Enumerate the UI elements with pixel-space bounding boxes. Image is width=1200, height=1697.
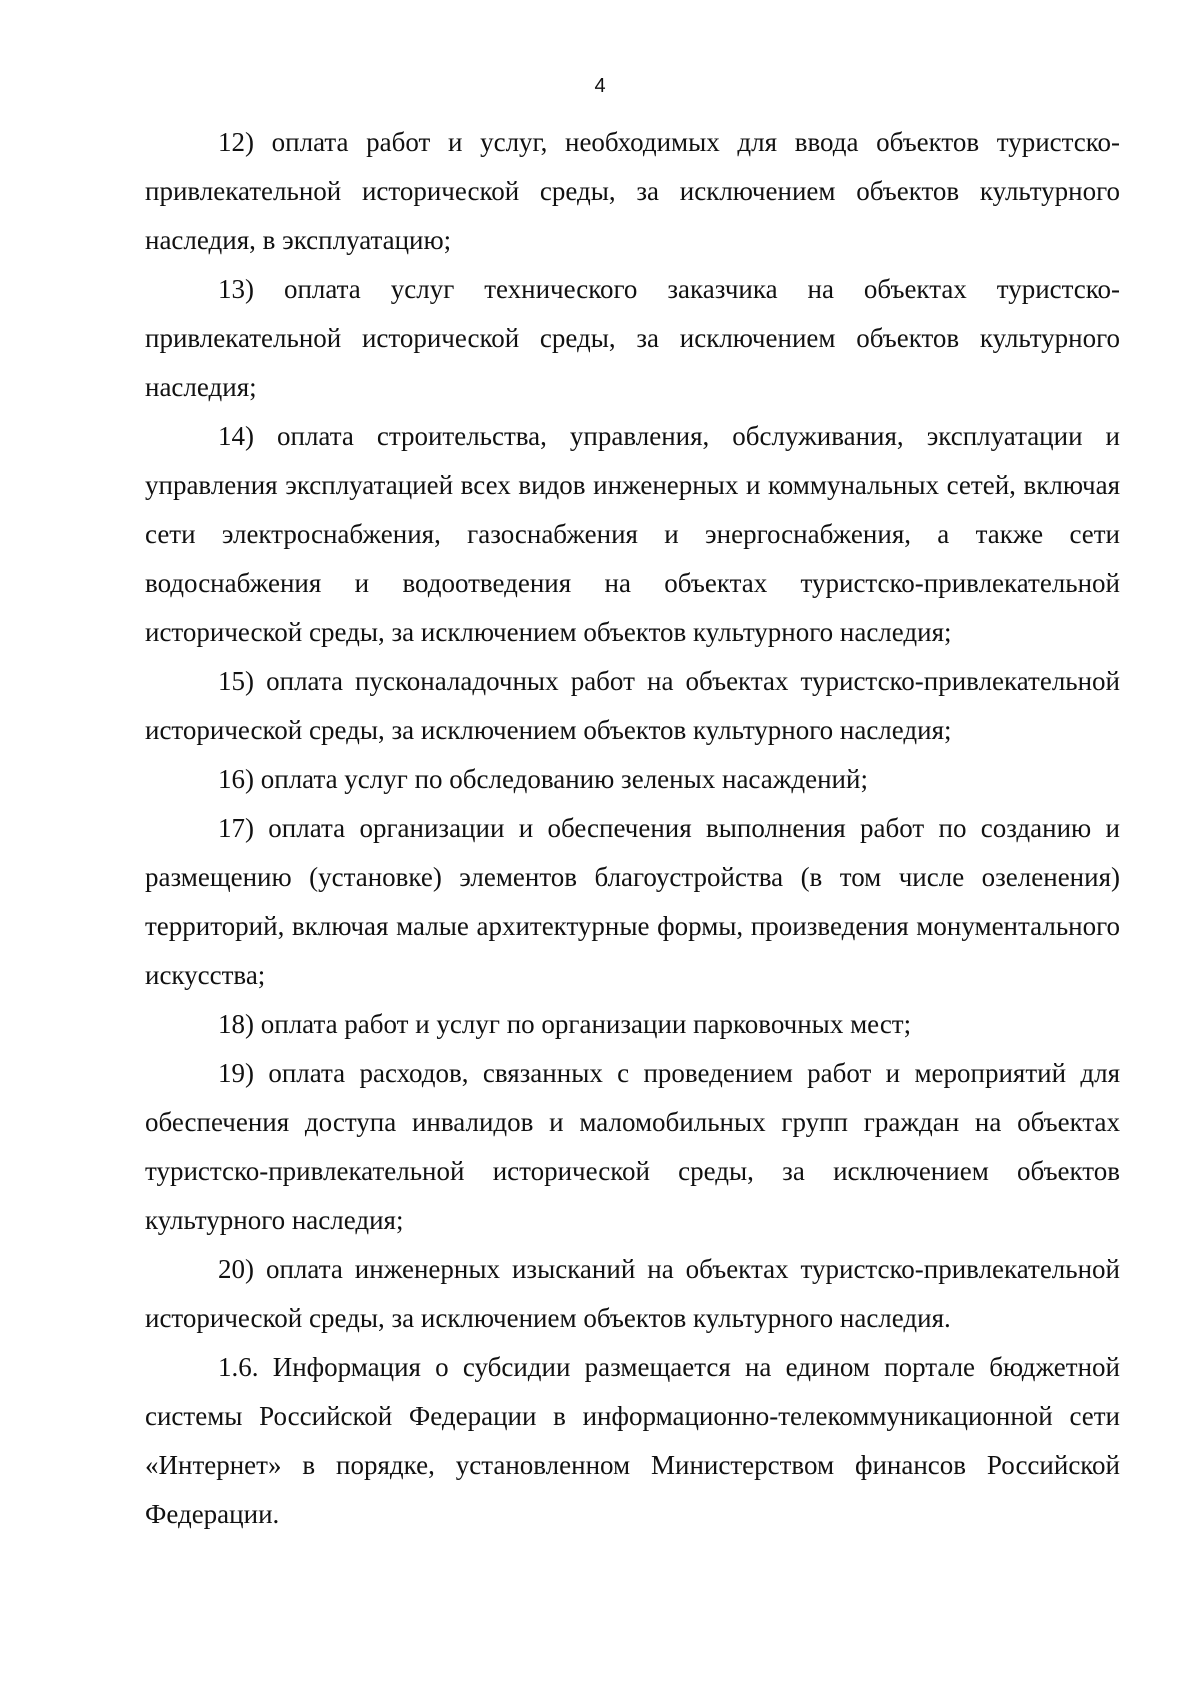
page-number: 4: [594, 75, 606, 97]
paragraph-item-15: 15) оплата пусконаладочных работ на объектах туристско-привлекательной исторической среды, за исключением объектов культурного наследия;: [145, 666, 1120, 745]
paragraph-item-13: 13) оплата услуг технического заказчика на объектах туристско-привлекательной исторической среды, за исключением объектов культурного наследия;: [145, 274, 1120, 402]
paragraph-section-1-6: 1.6. Информация о субсидии размещается на едином портале бюджетной системы Российской Федерации в информационно-телекоммуникационной сети «Интернет» в порядке, установленном Министерством финансов Российской Федерации.: [145, 1352, 1120, 1529]
paragraph-item-17: 17) оплата организации и обеспечения выполнения работ по созданию и размещению (установке) элементов благоустройства (в том числе озеленения) территорий, включая малые архитектурные формы, произведения монументального искусства;: [145, 813, 1120, 990]
paragraph-item-20: 20) оплата инженерных изысканий на объектах туристско-привлекательной исторической среды, за исключением объектов культурного наследия.: [145, 1254, 1120, 1333]
document-body: [145, 118, 1120, 1539]
paragraph-item-14: 14) оплата строительства, управления, обслуживания, эксплуатации и управления эксплуатацией всех видов инженерных и коммунальных сетей, включая сети электроснабжения, газоснабжения и энергоснабжения, а также сети водоснабжения и водоотведения на объектах туристско-привлекательной исторической среды, за исключением объектов культурного наследия;: [145, 421, 1120, 647]
paragraph-item-19: 19) оплата расходов, связанных с проведением работ и мероприятий для обеспечения доступа инвалидов и маломобильных групп граждан на объектах туристско-привлекательной исторической среды, за исключением объектов культурного наследия;: [145, 1058, 1120, 1235]
paragraph-item-16: 16) оплата услуг по обследованию зеленых насаждений;: [218, 764, 868, 794]
paragraph-item-12: 12) оплата работ и услуг, необходимых для ввода объектов туристско-привлекательной исторической среды, за исключением объектов культурного наследия, в эксплуатацию;: [145, 127, 1120, 255]
paragraph-item-18: 18) оплата работ и услуг по организации парковочных мест;: [218, 1009, 912, 1039]
